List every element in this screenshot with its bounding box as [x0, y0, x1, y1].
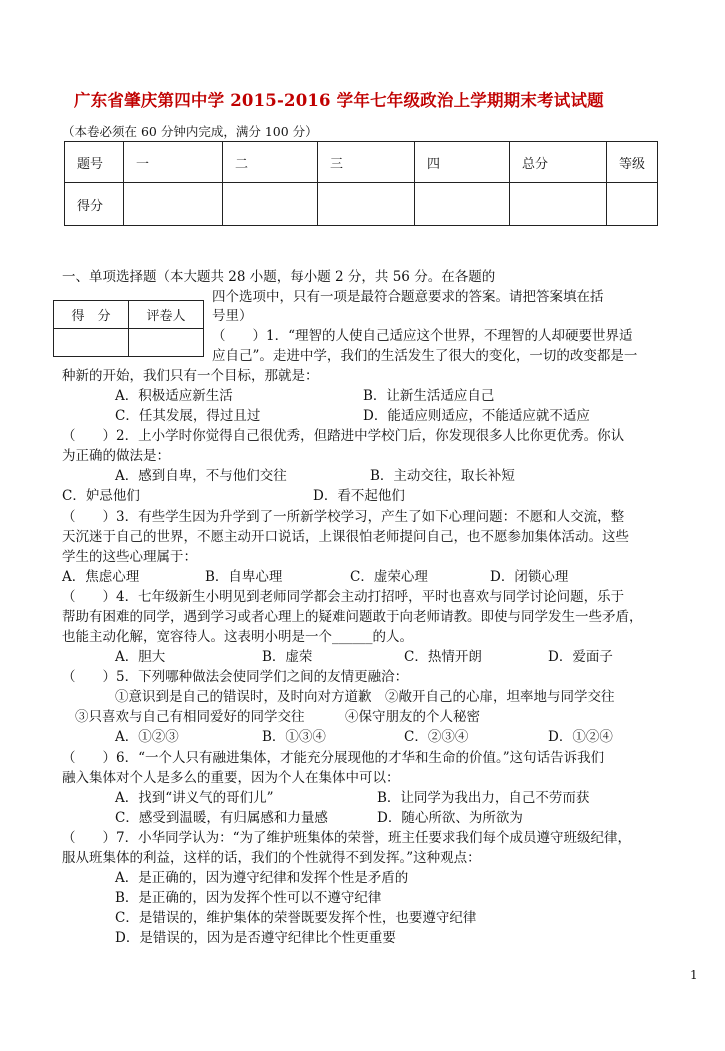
option-a[interactable]: A．找到“讲义气的哥们儿” [115, 790, 274, 806]
option-b[interactable]: B．是正确的，因为发挥个性可以不遵守纪律 [115, 890, 382, 906]
option-b[interactable]: B．自卑心理 [205, 569, 283, 585]
option-b[interactable]: B．让新生活适应自己 [363, 388, 495, 404]
score-input-cell[interactable] [223, 183, 318, 226]
option-a[interactable]: A．①②③ [115, 729, 179, 745]
grader-table [53, 300, 204, 357]
option-d[interactable]: D．是错误的，因为是否遵守纪律比个性更重要 [115, 930, 396, 946]
score-cell: 三 [318, 142, 415, 183]
grader-score-cell[interactable] [54, 329, 129, 357]
score-input-cell[interactable] [124, 183, 223, 226]
question-stem: （ ）2．上小学时你觉得自己很优秀，但踏进中学校门后，你发现很多人比你更优秀。你认 [62, 428, 625, 444]
score-cell: 得分 [65, 183, 124, 226]
score-table [64, 141, 658, 226]
question-stem: 也能主动化解，宽容待人。这表明小明是一个______的人。 [62, 629, 413, 645]
option-c[interactable]: C．热情开朗 [404, 649, 482, 665]
section-heading-line: 四个选项中，只有一项是最符合题意要求的答案。请把答案填在括 [212, 289, 604, 305]
question-stem: （ ）5．下列哪种做法会使同学们之间的友情更融洽： [62, 669, 409, 685]
question-statement: ①意识到是自己的错误时，及时向对方道歉 ②敞开自己的心扉，坦率地与同学交往 [115, 689, 615, 705]
option-c[interactable]: C．②③④ [404, 729, 469, 745]
question-stem: （ ）6．“一个人只有融进集体，才能充分展现他的才华和生命的价值。”这句话告诉我们 [62, 750, 605, 766]
question-stem: 帮助有困难的同学，遇到学习或者心理上的疑难问题敢于向老师请教。即使与同学发生一些矛盾， [62, 609, 643, 625]
score-cell: 等级 [607, 142, 658, 183]
option-c[interactable]: C．虚荣心理 [350, 569, 428, 585]
score-input-cell[interactable] [510, 183, 607, 226]
option-d[interactable]: D．爱面子 [548, 649, 613, 665]
grader-header-row [54, 301, 204, 329]
question-stem: （ ）3．有些学生因为升学到了一所新学校学习，产生了如下心理问题：不愿和人交流，整 [62, 509, 625, 525]
question-stem: （ ）7．小华同学认为：“为了维护班集体的荣誉，班主任要求我们每个成员遵守班级纪律， [62, 830, 631, 846]
option-b[interactable]: B．①③④ [262, 729, 326, 745]
score-input-cell[interactable] [415, 183, 510, 226]
score-table-score-row [65, 183, 658, 226]
option-b[interactable]: B．主动交往，取长补短 [370, 468, 515, 484]
question-stem: 服从班集体的利益，这样的话，我们的个性就得不到发挥。”这种观点： [62, 850, 481, 866]
score-table-header-row [65, 142, 658, 183]
exam-title: 广东省肇庆第四中学 2015-2016 学年七年级政治上学期期末考试试题 [74, 91, 604, 110]
grader-input-row [54, 329, 204, 357]
grader-score-label: 得 分 [54, 301, 129, 329]
page-number: 1 [690, 968, 698, 982]
option-a[interactable]: A．感到自卑，不与他们交往 [115, 468, 287, 484]
option-d[interactable]: D．闭锁心理 [490, 569, 569, 585]
score-input-cell[interactable] [318, 183, 415, 226]
option-d[interactable]: D．①②④ [548, 729, 613, 745]
question-stem: 融入集体对个人是多么的重要，因为个人在集体中可以： [62, 770, 400, 786]
option-b[interactable]: B．让同学为我出力，自己不劳而获 [377, 790, 590, 806]
score-cell: 二 [223, 142, 318, 183]
option-d[interactable]: D．随心所欲、为所欲为 [377, 810, 523, 826]
section-heading-line: 号里） [212, 308, 253, 324]
option-d[interactable]: D．能适应则适应，不能适应就不适应 [363, 408, 590, 424]
option-c[interactable]: C．感受到温暖，有归属感和力量感 [115, 810, 328, 826]
option-b[interactable]: B．虚荣 [262, 649, 313, 665]
option-c[interactable]: C．任其发展，得过且过 [115, 408, 261, 424]
option-a[interactable]: A．焦虑心理 [62, 569, 140, 585]
option-c[interactable]: C．妒忌他们 [62, 488, 140, 504]
option-c[interactable]: C．是错误的，维护集体的荣誉既要发挥个性，也要遵守纪律 [115, 910, 477, 926]
question-stem: 为正确的做法是： [62, 448, 170, 464]
question-stem: 应自己”。走进中学，我们的生活发生了很大的变化，一切的改变都是一 [212, 348, 638, 364]
option-d[interactable]: D．看不起他们 [313, 488, 405, 504]
score-cell: 总分 [510, 142, 607, 183]
question-stem: 种新的开始，我们只有一个目标，那就是： [62, 368, 319, 384]
question-stem: 学生的这些心理属于： [62, 549, 197, 565]
option-a[interactable]: A．积极适应新生活 [115, 388, 233, 404]
question-stem: 天沉迷于自己的世界，不愿主动开口说话，上课很怕老师提问自己，也不愿参加集体活动。这些 [62, 529, 629, 545]
score-cell: 一 [124, 142, 223, 183]
exam-subtitle: （本卷必须在 60 分钟内完成，满分 100 分） [62, 124, 318, 139]
question-stem: （ ）4．七年级新生小明见到老师同学都会主动打招呼，平时也喜欢与同学讨论问题，乐于 [62, 589, 625, 605]
option-a[interactable]: A．胆大 [115, 649, 166, 665]
grader-name-label: 评卷人 [129, 301, 204, 329]
score-input-cell[interactable] [607, 183, 658, 226]
grader-name-cell[interactable] [129, 329, 204, 357]
question-statement: ③只喜欢与自己有相同爱好的同学交往 ④保守朋友的个人秘密 [75, 709, 480, 725]
score-cell: 题号 [65, 142, 124, 183]
option-a[interactable]: A．是正确的，因为遵守纪律和发挥个性是矛盾的 [115, 870, 409, 886]
section-heading: 一、单项选择题（本大题共 28 小题，每小题 2 分，共 56 分。在各题的 [62, 269, 496, 285]
question-stem: （ ）1．“理智的人使自己适应这个世界，不理智的人却硬要世界适 [212, 328, 633, 344]
score-cell: 四 [415, 142, 510, 183]
